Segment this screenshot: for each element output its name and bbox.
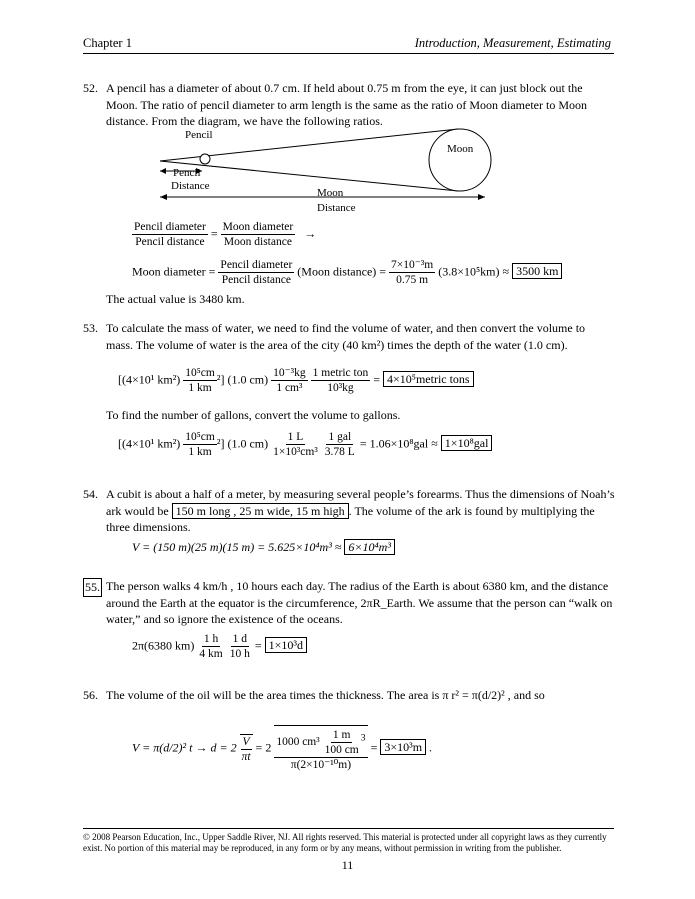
gallons-text: To find the number of gallons, convert the volume to gallons. <box>106 408 401 422</box>
walk-equation: 2π(6380 km) $\frac{1 h}{4 km}$ $\frac{1 d}{10 h}$ = 1×10³d <box>132 632 307 661</box>
pencil-circle <box>200 154 210 164</box>
problem-text: A pencil has a diameter of about 0.7 cm. If held about 0.75 m from the eye, it can just block out the Moon. The ratio of pencil diameter to arm length is the same as the ratio of Moon diameter to Moon distance. From the diagram, we have the following ratios. <box>106 81 587 128</box>
actual-value-text: The actual value is 3480 km. <box>106 292 245 306</box>
volume-equation: V = (150 m)(25 m)(15 m) = 5.625×10⁴m³ ≈ 6×10⁴m³ <box>132 540 395 555</box>
pencil-distance-label-2: Distance <box>171 180 210 192</box>
problem-53: 53. To calculate the mass of water, we need to find the volume of water, and then convert the volume to mass. The volume of water is the area of the city (40 km²) times the depth of the water (1.0 cm). <box>83 321 586 352</box>
section-title: Introduction, Measurement, Estimating <box>414 36 611 50</box>
problem-55: 55. The person walks 4 km/h , 10 hours each day. The radius of the Earth is about 6380 km, and the distance around the Earth at the equator is the circumference, 2πR_Earth. We assume that the person can “walk on water,” and so ignore the existence of the oceans. <box>85 579 613 626</box>
problem-52 <box>83 80 615 130</box>
pencil-moon-diagram <box>155 126 500 216</box>
dimensions-box: 150 m long , 25 m wide, 15 m high <box>172 503 349 519</box>
moon-circle <box>429 129 491 191</box>
answer-box: 3500 km <box>512 263 562 279</box>
mass-equation: [(4×10¹ km²) $\frac{\text{10⁵cm}}{1 km}$ ²] (1.0 cm) $\frac{\text{10⁻³kg}}{\text{1 cm³}}$ $\frac{\text{1 metric ton}}{\text{10³kg}}$ = 4×10⁵metric tons <box>118 366 474 395</box>
answer-box: 1×10⁸gal <box>441 435 493 451</box>
moon-label: Moon <box>447 143 474 155</box>
chapter-label: Chapter 1 <box>83 36 132 50</box>
copyright-text: © 2008 Pearson Education, Inc., Upper Saddle River, NJ. All rights reserved. This material is protected under all copyright laws as they currently exist. No portion of this material may be reproduced, in any form or by any means, without permission in writing from the publisher. <box>83 832 607 853</box>
footer-rule <box>83 828 614 829</box>
ratio-equation: $\frac{\text{Pencil diameter}}{\text{Pencil distance}}$ = $\frac{\text{Moon diameter}}{\text{Moon distance}}$ → <box>134 221 317 248</box>
answer-box: 1×10³d <box>265 637 307 653</box>
problem-56: 56. The volume of the oil will be the area times the thickness. The area is π r² = π(d/2)² , and so <box>83 688 545 702</box>
moon-diameter-equation: Moon diameter = $\frac{\text{Pencil diameter}}{\text{Pencil distance}}$ (Moon distance) = $\frac{\text{7×10⁻³m}}{0.75 m}$ (3.8×10⁵km) ≈ 3500 km <box>132 258 562 287</box>
moon-distance-label-2: Distance <box>317 202 356 214</box>
answer-box: 3×10³m <box>380 739 426 755</box>
page-number: 11 <box>341 858 354 872</box>
gallons-equation: [(4×10¹ km²) $\frac{\text{10⁵cm}}{1 km}$ ²] (1.0 cm) $\frac{1 L}{\text{1×10³cm³}}$ $\frac{\text{1 gal}}{3.78 L}$ = 1.06×10⁸gal ≈ 1×10⁸gal <box>118 430 492 459</box>
problem-number: 52. <box>83 81 98 95</box>
answer-box: 6×10⁴m³ <box>344 539 395 555</box>
pencil-distance-label-1: Pencil <box>173 167 201 179</box>
answer-box: 4×10⁵metric tons <box>383 371 474 387</box>
oil-equation: V = π(d/2)² t → d = 2 $\frac{V}{\pi t}$ = 2 1000 cm³ $\frac{1 m}{100 cm}$ $^3$ π(2×10⁻¹⁰m) = 3×10³m . <box>132 725 432 772</box>
pencil-label: Pencil <box>185 129 213 141</box>
problem-54: 54. A cubit is about a half of a meter, by measuring several people’s forearms. Thus the dimensions of Noah’s ark would be 150 m long , 25 m wide, 15 m high . The volume of the ark is found by multiplying the three dimensions. <box>83 487 615 534</box>
moon-distance-label-1: Moon <box>317 187 344 199</box>
header-rule <box>83 53 614 54</box>
